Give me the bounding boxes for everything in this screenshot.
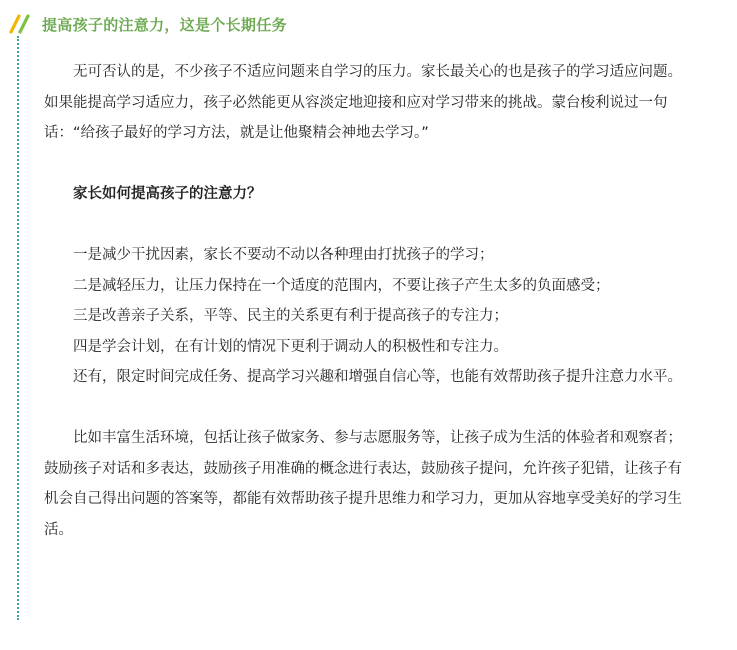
list-item: 二是减轻压力，让压力保持在一个适度的范围内，不要让孩子产生太多的负面感受； [73,277,610,294]
spacer [44,393,684,424]
article-body [44,57,684,545]
list-item: 四是学会计划，在有计划的情况下更利于调动人的积极性和专注力。 [73,338,508,355]
list-item: 一是减少干扰因素，家长不要动不动以各种理由打扰孩子的学习； [73,247,494,263]
section-subheading: 家长如何提高孩子的注意力？ [73,186,262,202]
closing-paragraph: 比如丰富生活环境，包括让孩子做家务、参与志愿服务等，让孩子成为生活的体验者和观察者；鼓励孩子对话和多表达，鼓励孩子用准确的概念进行表达，鼓励孩子提问，允许孩子犯错，让孩子有机会自己得出问题的答案等，都能有效帮助孩子提升思维力和学习力，更加从容地享受美好的学习生活。 [44,430,682,538]
intro-paragraph: 无可否认的是，不少孩子不适应问题来自学习的压力。家长最关心的也是孩子的学习适应问题。如果能提高学习适应力，孩子必然能更从容淡定地迎接和应对学习带来的挑战。蒙台梭利说过一句话：“给孩子最好的学习方法，就是让他聚精会神地去学习。” [44,64,682,141]
article-header [8,12,287,36]
list-item: 三是改善亲子关系，平等、民主的关系更有利于提高孩子的专注力； [73,308,508,324]
dotted-divider [17,36,19,620]
spacer [44,210,684,241]
double-slash-icon [8,13,34,35]
article-title: 提高孩子的注意力，这是个长期任务 [42,15,287,34]
spacer [44,149,684,180]
extra-paragraph: 还有，限定时间完成任务、提高学习兴趣和增强自信心等，也能有效帮助孩子提升注意力水平。 [73,369,682,385]
